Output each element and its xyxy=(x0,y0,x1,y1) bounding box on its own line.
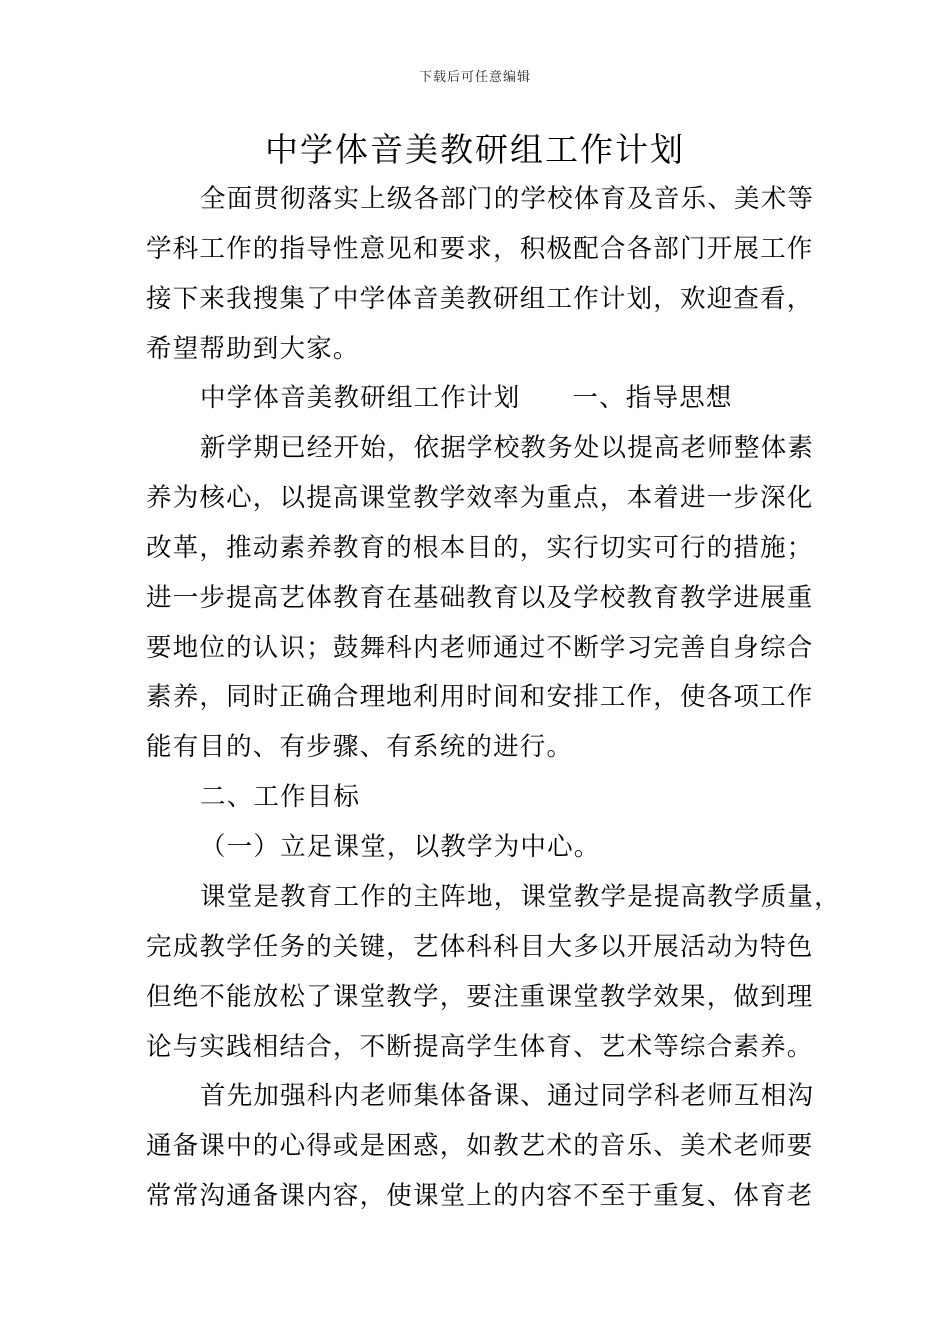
paragraph-line: 素养，同时正确合理地利用时间和安排工作，使各项工作 xyxy=(146,682,814,712)
section-heading-line xyxy=(200,382,900,414)
paragraph-line: 完成教学任务的关键，艺体科科目大多以开展活动为特色 xyxy=(146,932,814,962)
paragraph-line: 学科工作的指导性意见和要求，积极配合各部门开展工作 xyxy=(146,234,814,264)
section-heading: 一、指导思想 xyxy=(572,383,733,413)
subsection-heading: （一）立足课堂，以教学为中心。 xyxy=(200,832,601,862)
document-title: 中学体音美教研组工作计划 xyxy=(265,130,685,169)
paragraph-line: 能有目的、有步骤、有系统的进行。 xyxy=(146,732,574,762)
paragraph-line: 通备课中的心得或是困惑，如教艺术的音乐、美术老师要 xyxy=(146,1131,814,1161)
section-heading: 二、工作目标 xyxy=(200,782,361,812)
paragraph-line: 论与实践相结合，不断提高学生体育、艺术等综合素养。 xyxy=(146,1032,814,1062)
paragraph-line: 全面贯彻落实上级各部门的学校体育及音乐、美术等 xyxy=(200,184,815,214)
paragraph-line: 进一步提高艺体教育在基础教育以及学校教育教学进展重 xyxy=(146,583,814,613)
paragraph-line: 希望帮助到大家。 xyxy=(146,334,360,364)
paragraph-line: 接下来我搜集了中学体音美教研组工作计划，欢迎查看， xyxy=(146,284,814,314)
subtitle-text: 中学体音美教研组工作计划 xyxy=(200,383,521,413)
header-note: 下载后可任意编辑 xyxy=(418,70,531,85)
paragraph-line: 首先加强科内老师集体备课、通过同学科老师互相沟 xyxy=(200,1081,815,1111)
paragraph-line: 新学期已经开始，依据学校教务处以提高老师整体素 xyxy=(200,433,815,463)
paragraph-line: 改革，推动素养教育的根本目的，实行切实可行的措施； xyxy=(146,533,814,563)
paragraph-line: 但绝不能放松了课堂教学，要注重课堂教学效果，做到理 xyxy=(146,982,814,1012)
paragraph-line: 常常沟通备课内容，使课堂上的内容不至于重复、体育老 xyxy=(146,1181,814,1211)
paragraph-line: 课堂是教育工作的主阵地，课堂教学是提高教学质量， xyxy=(200,882,841,912)
paragraph-line: 要地位的认识；鼓舞科内老师通过不断学习完善自身综合 xyxy=(146,633,814,663)
paragraph-line: 养为核心，以提高课堂教学效率为重点，本着进一步深化 xyxy=(146,483,814,513)
